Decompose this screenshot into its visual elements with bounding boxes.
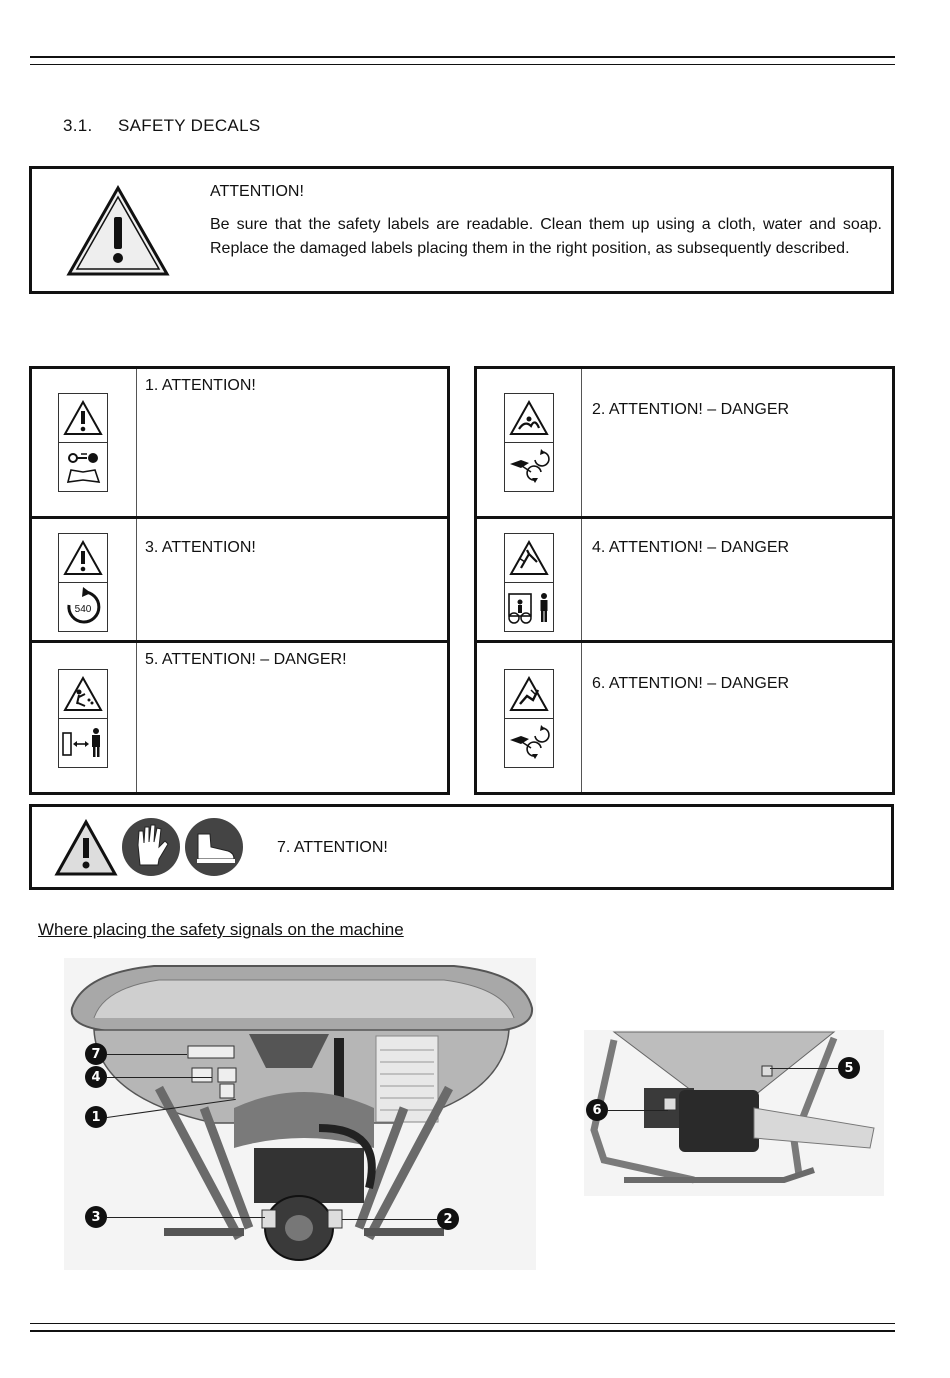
callout-5: 5 (838, 1057, 860, 1079)
footer-rule-thin (30, 1323, 895, 1324)
section-number: 3.1. (63, 116, 93, 135)
callout-4-leader (107, 1077, 212, 1078)
pto-540-icon (61, 585, 105, 629)
warning-triangle-icon (66, 185, 170, 277)
spreader-side-photo (584, 1030, 884, 1196)
label-title-4: 4. ATTENTION! – DANGER (592, 539, 790, 556)
section-title: SAFETY DECALS (118, 116, 261, 135)
section-heading (63, 116, 260, 136)
safety-shoes-icon (184, 817, 244, 877)
callout-6: 6 (586, 1099, 608, 1121)
callout-7-leader (107, 1054, 187, 1055)
rotating-parts-icon (507, 722, 551, 764)
label-title-5: 5. ATTENTION! – DANGER! (145, 651, 347, 668)
safety-distance-icon (61, 725, 105, 761)
hand-cut-warning-icon (509, 676, 549, 712)
placement-title: Where placing the safety signals on the machine (38, 920, 404, 939)
label-card-1 (29, 366, 450, 519)
decal-3 (58, 533, 108, 632)
label-title-3: 3. ATTENTION! (145, 539, 256, 556)
label-card-5 (29, 640, 450, 795)
notice-text: Be sure that the safety labels are readable. Clean them up using a cloth, water and soap. Replace the damaged labels placing them in the right position, as subsequently described. (210, 216, 882, 257)
entanglement-warning-icon (509, 400, 549, 436)
label-card-7 (29, 804, 894, 890)
decal-2 (504, 393, 554, 492)
warning-triangle-icon (63, 540, 103, 576)
callout-1: 1 (85, 1106, 107, 1128)
crush-warning-icon (509, 540, 549, 576)
callout-6-leader (608, 1110, 668, 1111)
header-rule (30, 56, 895, 58)
key-manual-icon (63, 448, 103, 486)
callout-3: 3 (85, 1206, 107, 1228)
decal-4 (504, 533, 554, 632)
label-title-2: 2. ATTENTION! – DANGER (592, 401, 790, 418)
pto-speed-text: 540 (74, 604, 92, 615)
callout-7: 7 (85, 1043, 107, 1065)
callout-3-leader (107, 1217, 265, 1218)
callout-5-leader (770, 1068, 838, 1069)
gloves-icon (121, 817, 181, 877)
label-card-3 (29, 516, 450, 643)
decal-5 (58, 669, 108, 768)
label-title-6: 6. ATTENTION! – DANGER (592, 675, 790, 692)
footer-rule (30, 1330, 895, 1332)
callout-4: 4 (85, 1066, 107, 1088)
tractor-distance-icon (506, 588, 552, 626)
warning-triangle-icon (63, 400, 103, 436)
callout-2: 2 (437, 1208, 459, 1230)
header-rule-thin (30, 64, 895, 65)
decal-6 (504, 669, 554, 768)
notice-title: ATTENTION! (210, 183, 304, 200)
label-title-7: 7. ATTENTION! (277, 839, 388, 856)
rotating-parts-icon (507, 446, 551, 488)
attention-notice-box (29, 166, 894, 294)
label-title-1: 1. ATTENTION! (145, 377, 256, 394)
warning-triangle-icon (54, 819, 118, 877)
label-card-2 (474, 366, 895, 519)
label-card-4 (474, 516, 895, 643)
callout-2-leader (342, 1219, 437, 1220)
projectile-warning-icon (63, 676, 103, 712)
decal-1 (58, 393, 108, 492)
label-card-6 (474, 640, 895, 795)
